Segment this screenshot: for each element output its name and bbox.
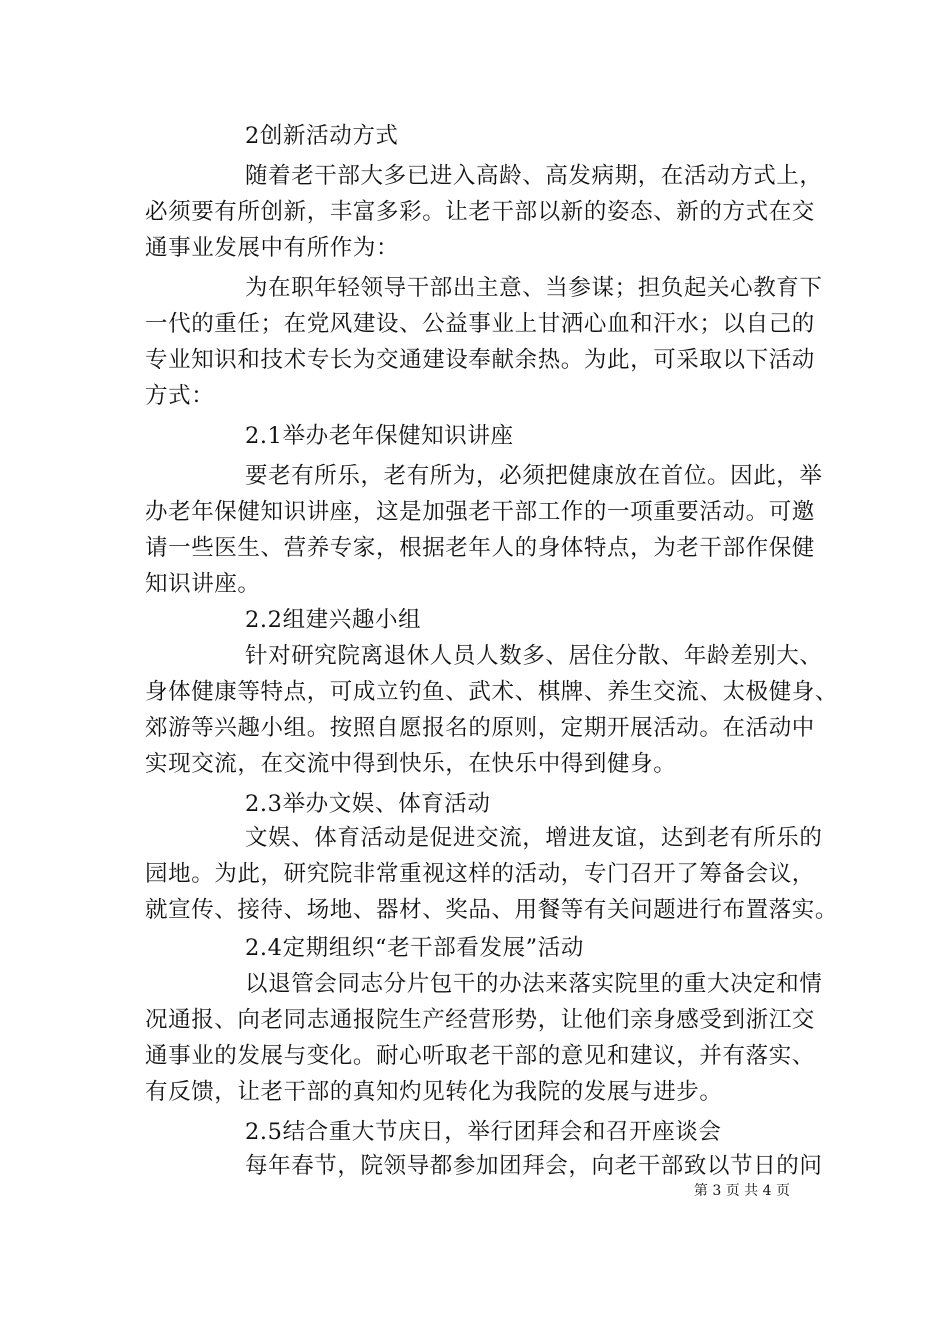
section-heading: 2.2组建兴趣小组	[245, 607, 422, 633]
paragraph-line: 知识讲座。	[145, 571, 261, 597]
paragraph-line: 郊游等兴趣小组。按照自愿报名的原则，定期开展活动。在活动中	[145, 715, 815, 741]
section-heading: 2.3举办文娱、体育活动	[245, 791, 491, 817]
paragraph-line: 通事业发展中有所作为：	[145, 235, 400, 261]
section-heading: 2创新活动方式	[245, 123, 399, 149]
paragraph-line: 要老有所乐，老有所为，必须把健康放在首位。因此，举	[245, 463, 823, 489]
paragraph-line: 针对研究院离退休人员人数多、居住分散、年龄差别大、	[245, 643, 823, 669]
paragraph-line: 就宣传、接待、场地、器材、奖品、用餐等有关问题进行布置落实。	[145, 897, 839, 923]
paragraph-line: 每年春节，院领导都参加团拜会，向老干部致以节日的问	[245, 1153, 823, 1179]
paragraph-line: 园地。为此，研究院非常重视这样的活动，专门召开了筹备会议，	[145, 861, 815, 887]
paragraph-line: 必须要有所创新，丰富多彩。让老干部以新的姿态、新的方式在交	[145, 199, 815, 225]
paragraph-line: 实现交流，在交流中得到快乐，在快乐中得到健身。	[145, 751, 677, 777]
paragraph-line: 办老年保健知识讲座，这是加强老干部工作的一项重要活动。可邀	[145, 499, 815, 525]
section-heading: 2.1举办老年保健知识讲座	[245, 423, 514, 449]
paragraph-line: 有反馈，让老干部的真知灼见转化为我院的发展与进步。	[145, 1079, 723, 1105]
paragraph-line: 方式：	[145, 383, 215, 409]
paragraph-line: 请一些医生、营养专家，根据老年人的身体特点，为老干部作保健	[145, 535, 815, 561]
paragraph-line: 以退管会同志分片包干的办法来落实院里的重大决定和情	[245, 971, 823, 997]
paragraph-line: 一代的重任；在党风建设、公益事业上甘洒心血和汗水；以自己的	[145, 311, 815, 337]
section-heading: 2.5结合重大节庆日，举行团拜会和召开座谈会	[245, 1119, 722, 1145]
paragraph-line: 况通报、向老同志通报院生产经营形势，让他们亲身感受到浙江交	[145, 1007, 815, 1033]
paragraph-line: 为在职年轻领导干部出主意、当参谋；担负起关心教育下	[245, 275, 823, 301]
paragraph-line: 文娱、体育活动是促进交流，增进友谊，达到老有所乐的	[245, 825, 823, 851]
section-heading: 2.4定期组织“老干部看发展”活动	[245, 935, 584, 961]
paragraph-line: 专业知识和技术专长为交通建设奉献余热。为此，可采取以下活动	[145, 347, 815, 373]
paragraph-line: 身体健康等特点，可成立钓鱼、武术、棋牌、养生交流、太极健身、	[145, 679, 839, 705]
page-number: 第 3 页 共 4 页	[693, 1183, 790, 1199]
paragraph-line: 通事业的发展与变化。耐心听取老干部的意见和建议，并有落实、	[145, 1043, 815, 1069]
paragraph-line: 随着老干部大多已进入高龄、高发病期，在活动方式上，	[245, 163, 823, 189]
